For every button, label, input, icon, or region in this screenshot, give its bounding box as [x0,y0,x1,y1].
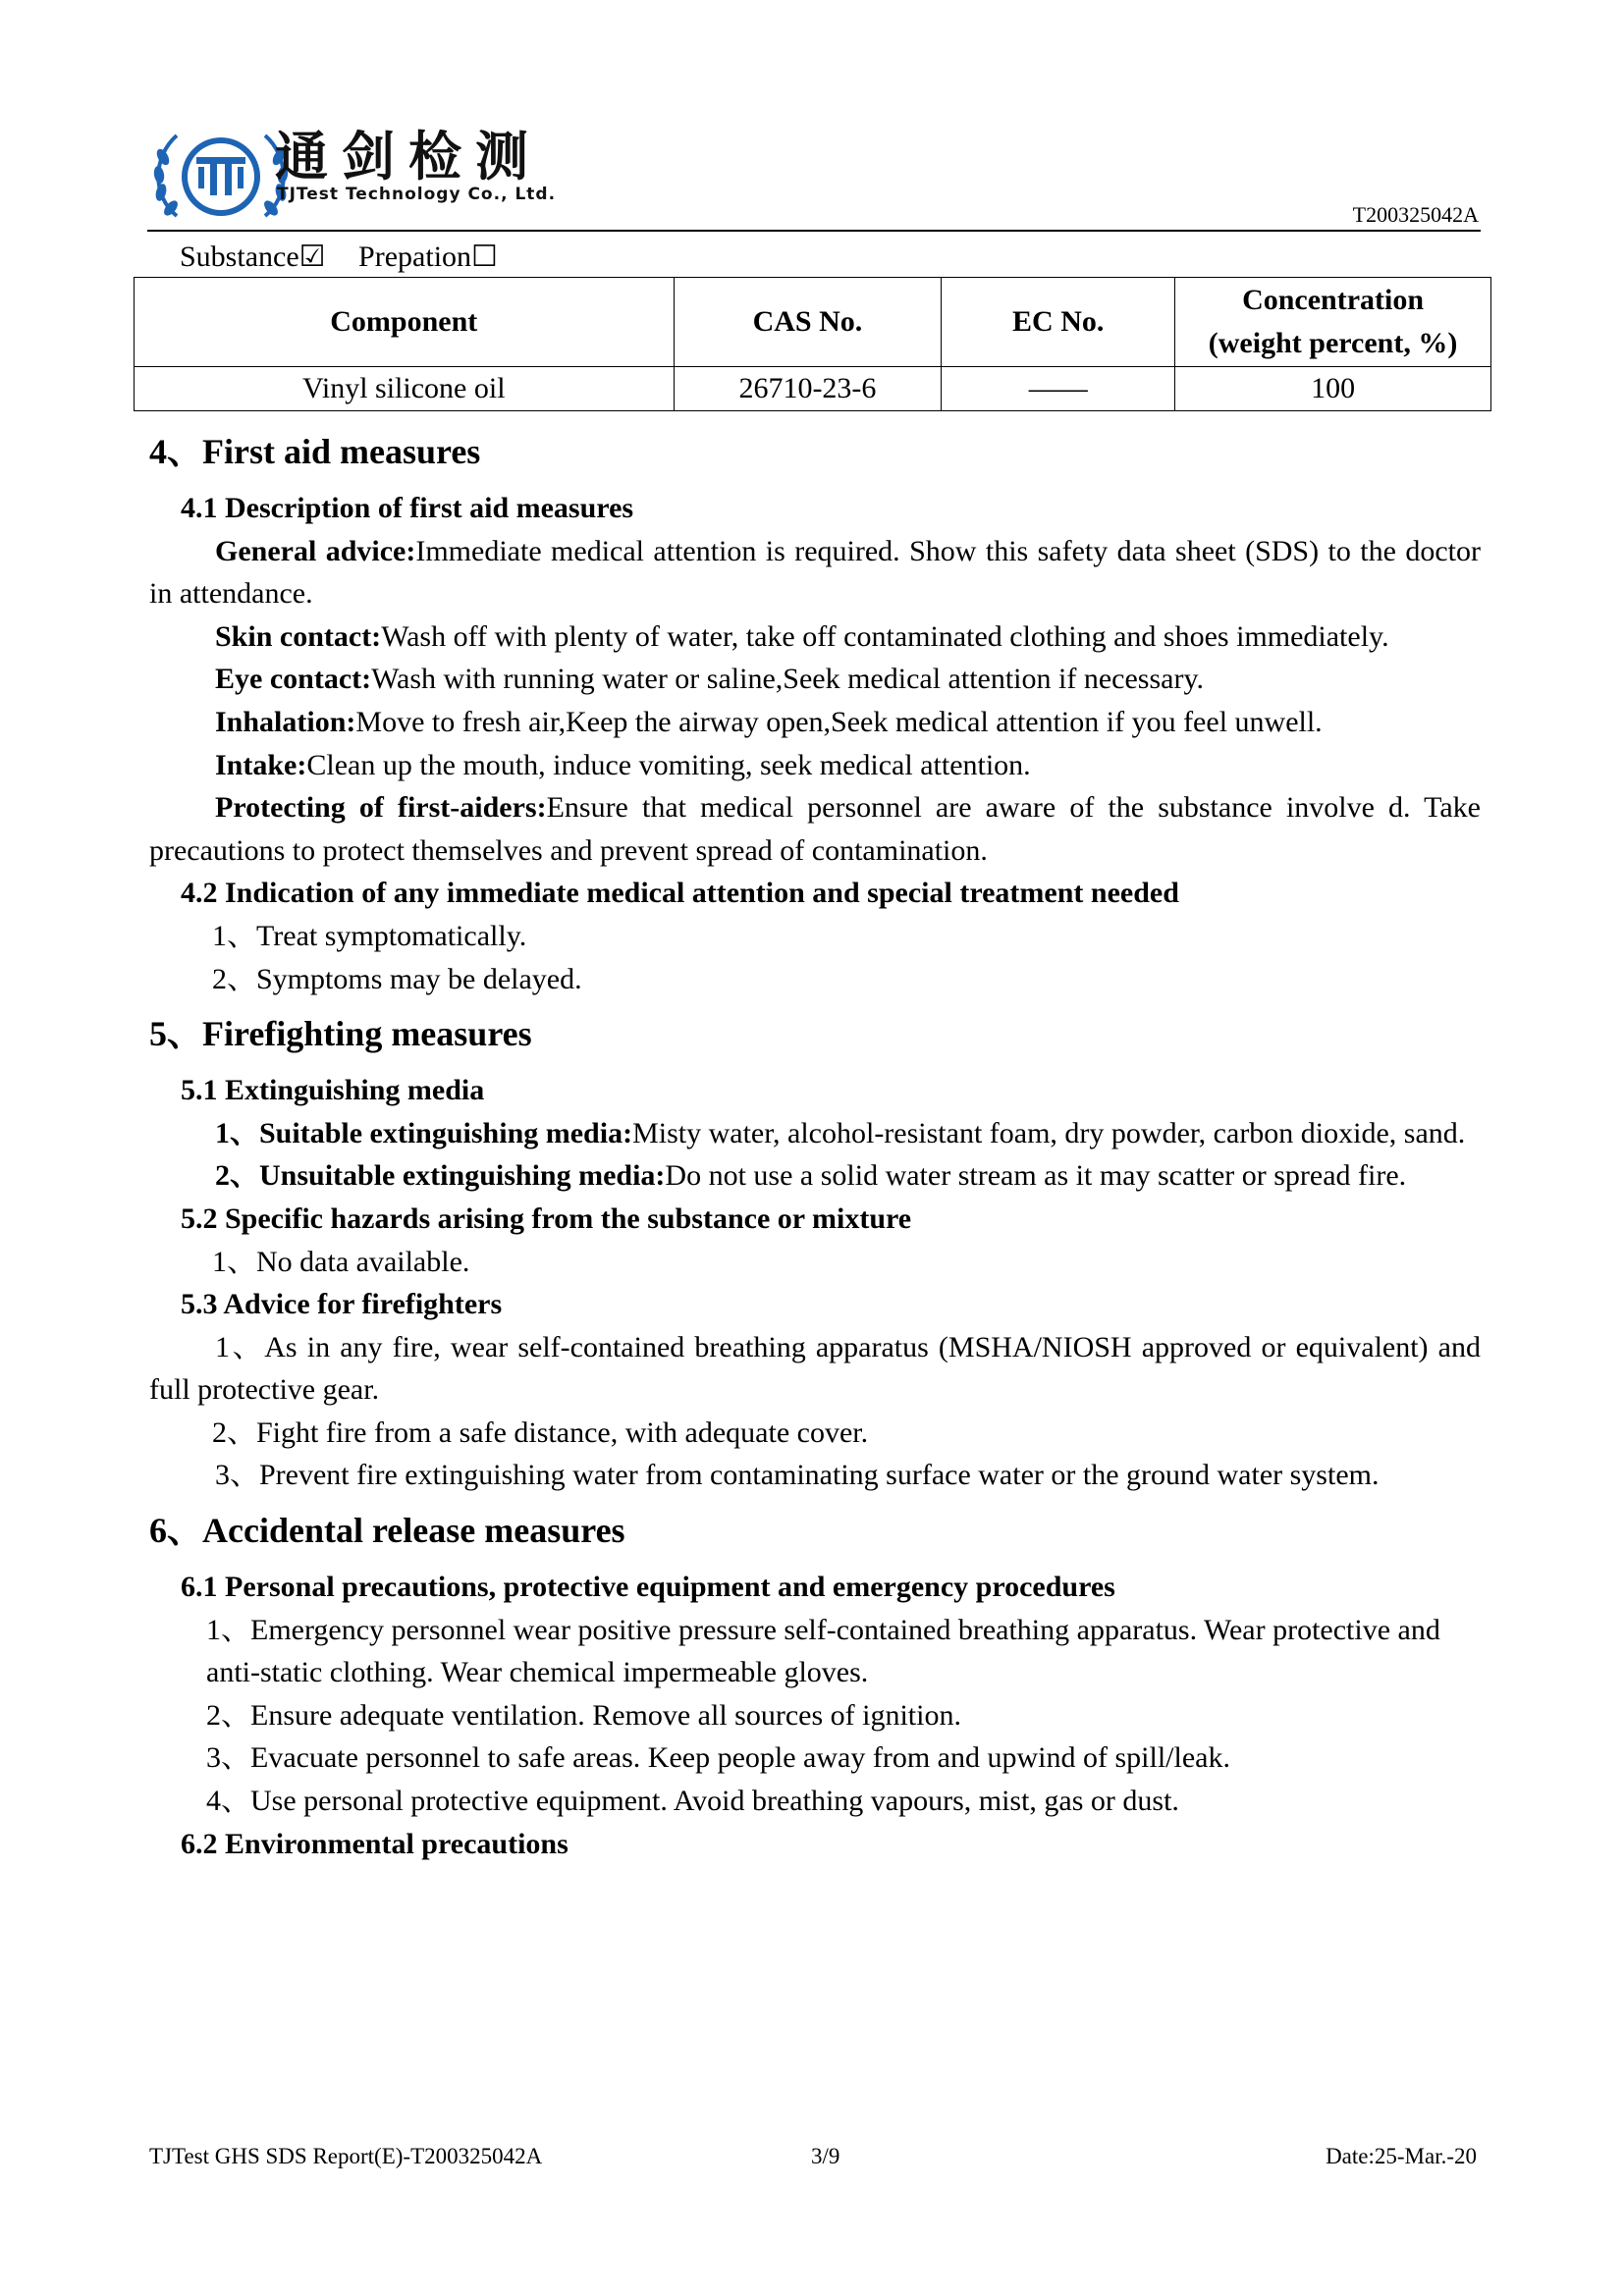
text-general-advice: Immediate medical attention is required. Show this safety data sheet (SDS) to the doctor in attendance. [149,534,1481,611]
label-protecting-first-aiders: Protecting of first-aiders: [215,791,547,825]
composition-table [134,277,1491,411]
paragraph-eye-contact [149,658,1481,701]
paragraph-suitable-media [149,1112,1481,1155]
table-row [135,367,1491,411]
column-header-ec: EC No. [942,278,1175,367]
label-eye-contact: Eye contact: [215,663,372,696]
subsection-title-4-1: 4.1 Description of first aid measures [181,492,634,524]
subsection-title-4-2: 4.2 Indication of any immediate medical attention and special treatment needed [181,877,1179,910]
paragraph-unsuitable-media [149,1154,1481,1198]
list-item: 1、Treat symptomatically. [212,919,527,952]
preparation-checkbox-label: Prepation☐ [358,240,498,273]
brand-english-name: TJTest Technology Co., Ltd. [277,185,557,204]
list-item: 2、Ensure adequate ventilation. Remove all sources of ignition. [206,1698,961,1732]
footer-report-id: TJTest GHS SDS Report(E)-T200325042A [149,2144,543,2168]
header-divider [147,230,1481,232]
footer-date: Date:25-Mar.-20 [1326,2144,1477,2168]
label-skin-contact: Skin contact: [215,619,382,653]
company-logo-icon [147,118,295,236]
subsection-title-5-2: 5.2 Specific hazards arising from the substance or mixture [181,1201,912,1235]
paragraph-protecting-first-aiders [149,786,1481,872]
section-title-6: 6、Accidental release measures [149,1511,625,1551]
subsection-title-6-2: 6.2 Environmental precautions [181,1827,568,1860]
paragraph-skin-contact [149,615,1481,659]
list-item: 1、Emergency personnel wear positive pressure self-contained breathing apparatus. Wear protective and anti-static clothing. Wear chemical impermeable gloves. [206,1613,1440,1689]
text-protecting-first-aiders: Ensure that medical personnel are aware of the substance involve d. Take precautions to protect themselves and prevent spread of contamination. [149,791,1481,867]
column-header-component: Component [135,278,675,367]
cell-cas: 26710-23-6 [674,367,942,411]
column-header-concentration [1175,278,1491,367]
brand-chinese-name: 通剑检测 [275,126,542,187]
text-intake: Clean up the mouth, induce vomiting, seek medical attention. [306,748,1031,781]
document-body [149,426,1481,1865]
section-title-5: 5、Firefighting measures [149,1014,532,1054]
subsection-title-5-1: 5.1 Extinguishing media [181,1074,485,1107]
list-item: 2、Fight fire from a safe distance, with adequate cover. [212,1415,869,1449]
list-item: 3、Evacuate personnel to safe areas. Keep people away from and upwind of spill/leak. [206,1741,1230,1775]
cell-concentration: 100 [1175,367,1491,411]
footer-page-number: 3/9 [811,2144,840,2168]
substance-checkbox-label: Substance☑ [180,240,326,273]
label-intake: Intake: [215,748,307,781]
subsection-title-5-3: 5.3 Advice for firefighters [181,1288,503,1321]
list-item: 1、No data available. [212,1245,470,1278]
label-general-advice: General advice: [215,534,416,567]
table-header-row [135,278,1491,367]
cell-ec: —— [942,367,1175,411]
column-header-cas: CAS No. [674,278,942,367]
text-eye-contact: Wash with running water or saline,Seek medical attention if necessary. [371,663,1204,696]
text-skin-contact: Wash off with plenty of water, take off contaminated clothing and shoes immediately. [381,619,1389,653]
list-item: 4、Use personal protective equipment. Avoid breathing vapours, mist, gas or dust. [206,1785,1179,1818]
text-unsuitable-media: Do not use a solid water stream as it may scatter or spread fire. [665,1159,1407,1193]
list-item: 2、Symptoms may be delayed. [212,962,582,995]
paragraph-inhalation [149,701,1481,744]
label-suitable-media: 1、Suitable extinguishing media: [215,1116,633,1149]
text-inhalation: Move to fresh air,Keep the airway open,Seek medical attention if you feel unwell. [355,705,1323,738]
section-title-4: 4、First aid measures [149,432,481,471]
subsection-title-6-1: 6.1 Personal precautions, protective equipment and emergency procedures [181,1571,1115,1604]
cell-component: Vinyl silicone oil [135,367,675,411]
paragraph-intake [149,744,1481,787]
concentration-header-line1: Concentration [1242,284,1425,316]
list-item: 3、Prevent fire extinguishing water from contaminating surface water or the ground water system. [215,1459,1380,1492]
concentration-header-line2: (weight percent, %) [1208,327,1458,359]
label-inhalation: Inhalation: [215,705,356,738]
paragraph-general-advice [149,530,1481,615]
substance-type-row [180,236,523,279]
text-suitable-media: Misty water, alcohol-resistant foam, dry powder, carbon dioxide, sand. [632,1116,1466,1149]
report-number: T200325042A [1352,202,1479,227]
label-unsuitable-media: 2、Unsuitable extinguishing media: [215,1159,666,1193]
list-item: 1、As in any fire, wear self-contained breathing apparatus (MSHA/NIOSH approved or equivalent) and full protective gear. [149,1330,1481,1407]
